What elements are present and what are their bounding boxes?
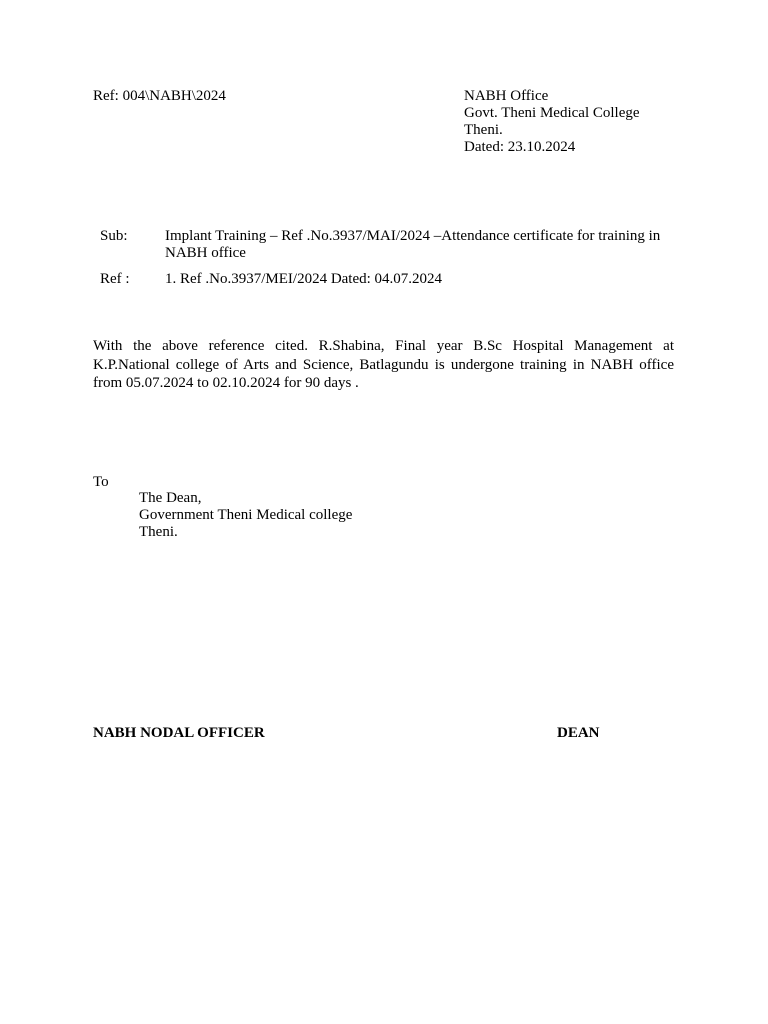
signature-dean: DEAN <box>557 725 600 741</box>
subject-text: Implant Training – Ref .No.3937/MAI/2024 –Attendance certificate for training in NABH office <box>165 228 661 261</box>
reference-number: Ref: 004\NABH\2024 <box>93 88 226 104</box>
letter-date: Dated: 23.10.2024 <box>464 139 576 155</box>
body-paragraph: With the above reference cited. R.Shabina, Final year B.Sc Hospital Management at K.P.National college of Arts and Science, Batlagundu is undergone training in NABH office from 05.07.2024 to 02.10.2024 for 90 days . <box>93 338 674 391</box>
recipient-address <box>139 490 352 541</box>
office-name: NABH Office <box>464 88 549 104</box>
subject-label: Sub: <box>100 228 128 244</box>
recipient-city: Theni. <box>139 524 178 540</box>
recipient-title: The Dean, <box>139 490 202 506</box>
office-address <box>464 88 640 156</box>
to-label: To <box>93 474 109 490</box>
office-college: Govt. Theni Medical College <box>464 105 640 121</box>
reference-text: 1. Ref .No.3937/MEI/2024 Dated: 04.07.2024 <box>165 271 443 287</box>
recipient-institution: Government Theni Medical college <box>139 507 353 523</box>
reference-label: Ref : <box>100 271 130 287</box>
office-city: Theni. <box>464 122 503 138</box>
signature-nodal-officer: NABH NODAL OFFICER <box>93 725 265 741</box>
